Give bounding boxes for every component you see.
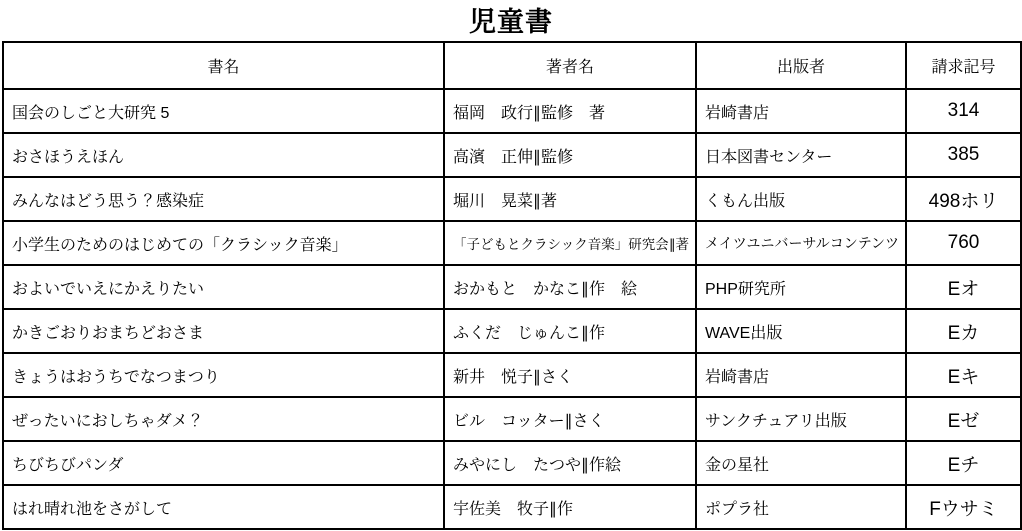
author-cell: おかもと かなこ∥作 絵 xyxy=(444,265,696,309)
call-number-cell: 760 xyxy=(906,221,1021,265)
table-row xyxy=(3,133,1021,177)
column-header-book-title: 書名 xyxy=(3,42,444,89)
publisher-cell: 日本図書センター xyxy=(696,133,906,177)
book-title-cell: ぜったいにおしちゃダメ？ xyxy=(3,397,444,441)
page-title: 児童書 xyxy=(469,7,553,37)
book-title-cell: およいでいえにかえりたい xyxy=(3,265,444,309)
call-number-cell: Eチ xyxy=(906,441,1021,485)
book-list-table xyxy=(2,41,1022,530)
author-cell: 高濱 正伸∥監修 xyxy=(444,133,696,177)
header-row xyxy=(3,42,1021,89)
call-number-cell: Eゼ xyxy=(906,397,1021,441)
author-cell: ビル コッター∥さく xyxy=(444,397,696,441)
author-cell: 宇佐美 牧子∥作 xyxy=(444,485,696,529)
table-row xyxy=(3,177,1021,221)
author-cell: 新井 悦子∥さく xyxy=(444,353,696,397)
publisher-cell: PHP研究所 xyxy=(696,265,906,309)
table-row xyxy=(3,353,1021,397)
book-title-cell: おさほうえほん xyxy=(3,133,444,177)
column-header-call-number: 請求記号 xyxy=(906,42,1021,89)
table-header xyxy=(3,42,1021,89)
book-title-cell: きょうはおうちでなつまつり xyxy=(3,353,444,397)
book-title-cell: 小学生のためのはじめての「クラシック音楽」 xyxy=(3,221,444,265)
publisher-cell: WAVE出版 xyxy=(696,309,906,353)
call-number-cell: 314 xyxy=(906,89,1021,133)
column-header-author: 著者名 xyxy=(444,42,696,89)
call-number-cell: Eキ xyxy=(906,353,1021,397)
column-header-publisher: 出版者 xyxy=(696,42,906,89)
book-title-cell: かきごおりおまちどおさま xyxy=(3,309,444,353)
publisher-cell: 岩崎書店 xyxy=(696,89,906,133)
author-cell: 「子どもとクラシック音楽」研究会∥著 xyxy=(444,221,696,265)
table-row xyxy=(3,309,1021,353)
book-title-cell: ちびちびパンダ xyxy=(3,441,444,485)
table-row xyxy=(3,265,1021,309)
call-number-cell: 385 xyxy=(906,133,1021,177)
author-cell: みやにし たつや∥作絵 xyxy=(444,441,696,485)
table-row xyxy=(3,397,1021,441)
publisher-cell: くもん出版 xyxy=(696,177,906,221)
book-title-cell: みんなはどう思う？感染症 xyxy=(3,177,444,221)
book-title-cell: はれ晴れ池をさがして xyxy=(3,485,444,529)
book-title-cell: 国会のしごと大研究 5 xyxy=(3,89,444,133)
call-number-cell: Eカ xyxy=(906,309,1021,353)
author-cell: ふくだ じゅんこ∥作 xyxy=(444,309,696,353)
table-row xyxy=(3,221,1021,265)
publisher-cell: 岩崎書店 xyxy=(696,353,906,397)
table-body xyxy=(3,89,1021,529)
publisher-cell: メイツユニバーサルコンテンツ xyxy=(696,221,906,265)
publisher-cell: ポプラ社 xyxy=(696,485,906,529)
table-row xyxy=(3,441,1021,485)
author-cell: 堀川 晃菜∥著 xyxy=(444,177,696,221)
call-number-cell: Fウサミ xyxy=(906,485,1021,529)
call-number-cell: 498ホリ xyxy=(906,177,1021,221)
author-cell: 福岡 政行∥監修 著 xyxy=(444,89,696,133)
table-row xyxy=(3,485,1021,529)
call-number-cell: Eオ xyxy=(906,265,1021,309)
table-row xyxy=(3,89,1021,133)
publisher-cell: サンクチュアリ出版 xyxy=(696,397,906,441)
publisher-cell: 金の星社 xyxy=(696,441,906,485)
